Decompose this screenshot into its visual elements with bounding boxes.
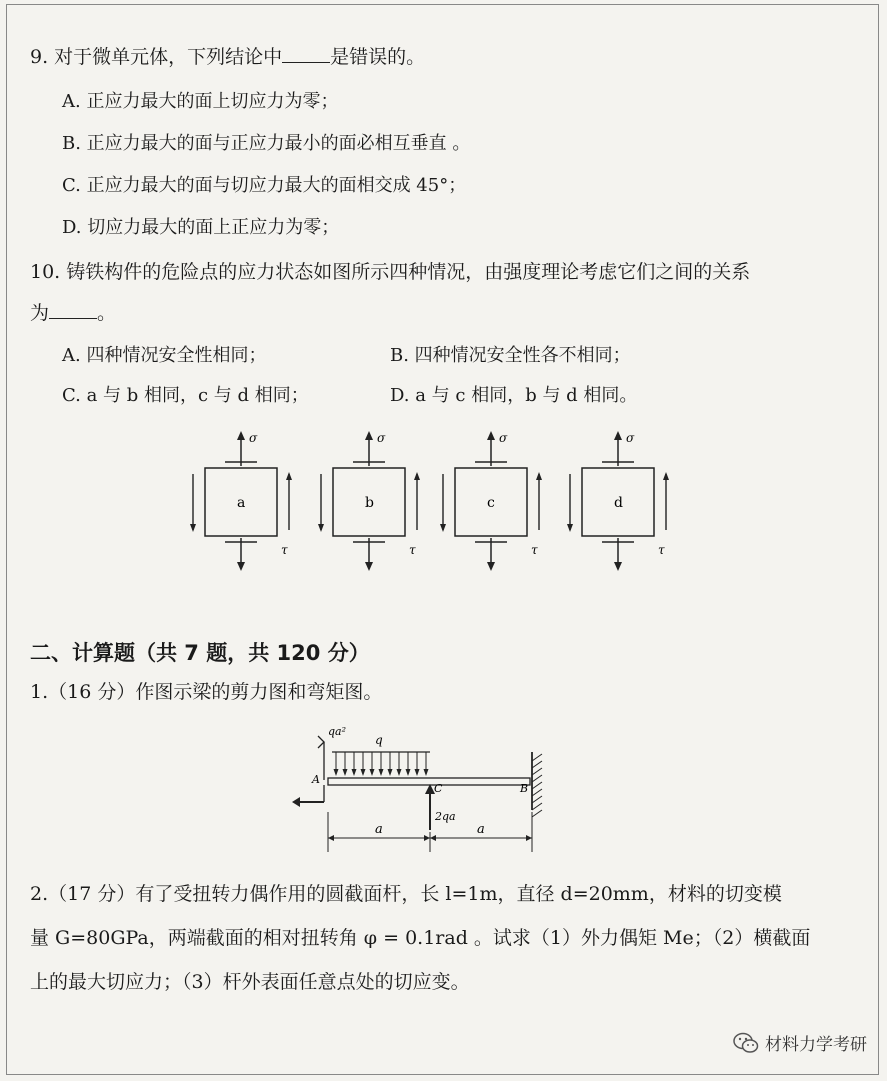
- tau-arrow-right-head: [286, 472, 292, 480]
- q10-stem-line1: 10. 铸铁构件的危险点的应力状态如图所示四种情况，由强度理论考虑它们之间的关系: [30, 261, 751, 283]
- tau-label: τ: [409, 543, 416, 557]
- watermark: [733, 1030, 867, 1055]
- load-arrow-head: [406, 769, 411, 776]
- q9-option-a: A. 正应力最大的面上切应力为零；: [62, 91, 339, 112]
- stress-element-a: [190, 431, 292, 571]
- sigma-arrow-top-head: [487, 431, 495, 440]
- q9-stem-text: 9. 对于微单元体，下列结论中: [30, 46, 283, 68]
- element-label: a: [237, 495, 246, 511]
- watermark-text: 材料力学考研: [765, 1035, 867, 1055]
- calc2-line2: 量 G=80GPa，两端截面的相对扭转角 φ = 0.1rad 。试求（1）外力偶矩 Me；（2）横截面: [30, 927, 811, 949]
- q10-stem-line2-text: 为: [30, 302, 50, 324]
- hatch-line: [532, 768, 542, 775]
- q10-option-b: B. 四种情况安全性各不相同；: [390, 345, 631, 366]
- load-arrow-head: [397, 769, 402, 776]
- wall-hatch: [532, 754, 542, 817]
- tau-arrow-right-head: [536, 472, 542, 480]
- load-arrow-head: [343, 769, 348, 776]
- sigma-label: σ: [377, 431, 386, 445]
- sigma-arrow-top-head: [614, 431, 622, 440]
- calc1-text: 1.（16 分）作图示梁的剪力图和弯矩图。: [30, 681, 383, 703]
- sigma-label: σ: [626, 431, 635, 445]
- span1-label: a: [375, 822, 383, 837]
- hatch-line: [532, 782, 542, 789]
- calc2-line3: 上的最大切应力；（3）杆外表面任意点处的切应变。: [30, 971, 470, 993]
- stress-element-b: [318, 431, 420, 571]
- sigma-arrow-bottom-head: [614, 562, 622, 571]
- point-a-label: A: [312, 773, 320, 786]
- load-arrow-head: [370, 769, 375, 776]
- tau-arrow-right-head: [414, 472, 420, 480]
- hatch-line: [532, 761, 542, 768]
- moment-label: qa²: [328, 725, 347, 738]
- stress-elements-figure: [170, 420, 690, 580]
- element-label: d: [614, 495, 623, 511]
- sigma-arrow-top-head: [237, 431, 245, 440]
- calc2-line1: 2.（17 分）有了受扭转力偶作用的圆截面杆，长 l=1m，直径 d=20mm，材料的切变模: [30, 883, 782, 905]
- load-arrow-head: [424, 769, 429, 776]
- tau-label: τ: [658, 543, 665, 557]
- q10-option-d: D. a 与 c 相同，b 与 d 相同。: [390, 385, 638, 406]
- q9-option-b: B. 正应力最大的面与正应力最小的面必相互垂直 。: [62, 133, 471, 154]
- hatch-line: [532, 789, 542, 796]
- load-arrow-head: [415, 769, 420, 776]
- q9-option-c: C. 正应力最大的面与切应力最大的面相交成 45°；: [62, 175, 467, 196]
- q10-option-c: C. a 与 b 相同，c 与 d 相同；: [62, 385, 309, 406]
- q9-stem: [30, 44, 425, 69]
- load-arrow-head: [334, 769, 339, 776]
- hatch-line: [532, 775, 542, 782]
- beam-body: [328, 778, 530, 785]
- force-label: 2qa: [435, 810, 456, 823]
- q10-stem-line2-tail: 。: [97, 302, 117, 324]
- tau-arrow-left-head: [567, 524, 573, 532]
- reaction-arrow-head: [292, 797, 300, 807]
- q10-stem-line2: [30, 300, 116, 325]
- q9-option-d: D. 切应力最大的面上正应力为零；: [62, 217, 340, 238]
- element-label: c: [487, 495, 495, 511]
- section2-title: 二、计算题（共 7 题，共 120 分）: [30, 641, 370, 665]
- hatch-line: [532, 796, 542, 803]
- load-arrow-head: [361, 769, 366, 776]
- load-arrow-head: [388, 769, 393, 776]
- tau-arrow-left-head: [318, 524, 324, 532]
- q10-option-a: A. 四种情况安全性相同；: [62, 345, 267, 366]
- q10-blank: [49, 300, 97, 319]
- distributed-load-arrows: [334, 752, 429, 776]
- hatch-line: [532, 754, 542, 761]
- tau-arrow-right-head: [663, 472, 669, 480]
- sigma-label: σ: [249, 431, 258, 445]
- load-label: q: [375, 733, 383, 747]
- sigma-arrow-bottom-head: [487, 562, 495, 571]
- hatch-line: [532, 803, 542, 810]
- tau-label: τ: [531, 543, 538, 557]
- element-label: b: [365, 495, 374, 511]
- sigma-arrow-bottom-head: [365, 562, 373, 571]
- span2-label: a: [477, 822, 485, 837]
- tau-arrow-left-head: [190, 524, 196, 532]
- tau-arrow-left-head: [440, 524, 446, 532]
- stress-element-d: [567, 431, 669, 571]
- load-arrow-head: [352, 769, 357, 776]
- q9-blank: [282, 44, 330, 63]
- hatch-line: [532, 810, 542, 817]
- sigma-arrow-bottom-head: [237, 562, 245, 571]
- point-b-label: B: [520, 782, 529, 795]
- tau-label: τ: [281, 543, 288, 557]
- wechat-icon: [733, 1032, 759, 1054]
- stress-element-c: [440, 431, 542, 571]
- point-c-label: C: [434, 782, 443, 795]
- moment-arrow-head: [318, 736, 324, 748]
- load-arrow-head: [379, 769, 384, 776]
- q9-stem-tail: 是错误的。: [330, 46, 426, 68]
- beam-figure: [280, 720, 570, 855]
- sigma-label: σ: [499, 431, 508, 445]
- sigma-arrow-top-head: [365, 431, 373, 440]
